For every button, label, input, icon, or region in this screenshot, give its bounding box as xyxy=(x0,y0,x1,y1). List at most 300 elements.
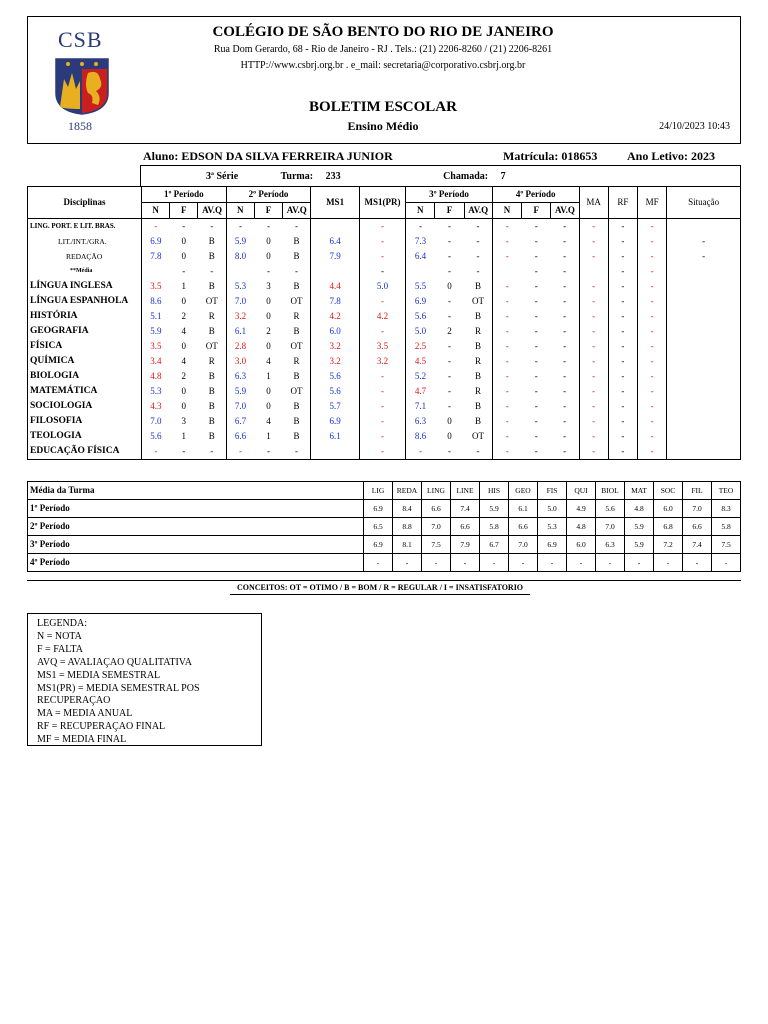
grade-row xyxy=(28,249,741,264)
grade-cell: - xyxy=(638,279,667,294)
grade-cell: - xyxy=(579,294,608,309)
grade-cell: - xyxy=(638,219,667,235)
subcol-p3-avq: AV.Q xyxy=(464,203,492,219)
avg-col-header: LIG xyxy=(364,482,393,500)
avg-cell: 8.3 xyxy=(712,500,741,518)
grade-cell: - xyxy=(359,369,405,384)
grade-row xyxy=(28,324,741,339)
grade-cell: OT xyxy=(290,341,303,351)
avg-cell: 4.9 xyxy=(567,500,596,518)
grade-cell: - xyxy=(563,281,567,291)
avg-cell: 6.6 xyxy=(422,500,451,518)
avg-row-label: 2º Período xyxy=(28,518,364,536)
grade-cell: - xyxy=(492,294,521,309)
grade-cell: 6.9 xyxy=(141,234,169,249)
grade-cell: - xyxy=(267,221,270,231)
subject-name: BIOLOGIA xyxy=(30,371,80,381)
col-period-1: 1º Período xyxy=(141,187,226,203)
legend-item: MS1 = MEDIA SEMESTRAL xyxy=(37,669,161,681)
grade-cell: 3 xyxy=(181,416,187,426)
avg-cell: 4.8 xyxy=(625,500,654,518)
grade-cell: 0 xyxy=(266,296,271,306)
school-address: Rua Dom Gerardo, 68 - Rio de Janeiro - RJ . Tels.: (21) 2206-8260 / (21) 2206-8261 xyxy=(213,44,553,55)
grade-cell: 6.3 xyxy=(226,369,254,384)
grade-row xyxy=(28,234,741,249)
divider xyxy=(27,580,741,581)
grade-cell: - xyxy=(638,384,667,399)
grade-cell: - xyxy=(563,386,567,396)
grade-cell: - xyxy=(447,221,451,231)
grade-cell: B xyxy=(208,251,215,261)
grade-cell: B xyxy=(208,326,215,336)
grade-cell: 7.1 xyxy=(406,399,435,414)
subject-name: **Média xyxy=(70,268,93,274)
grade-cell: 0 xyxy=(266,341,271,351)
grade-cell: - xyxy=(359,444,405,460)
avg-row xyxy=(28,554,741,572)
avg-cell: - xyxy=(480,554,509,572)
grade-cell: - xyxy=(563,431,567,441)
grade-cell: R xyxy=(474,386,481,396)
grade-cell: - xyxy=(534,221,538,231)
grade-cell: - xyxy=(563,266,567,276)
grade-cell: - xyxy=(579,279,608,294)
grade-cell: 5.9 xyxy=(226,384,254,399)
grades-table xyxy=(27,186,741,460)
grade-cell: - xyxy=(579,324,608,339)
grade-cell: 6.4 xyxy=(406,249,435,264)
grade-cell: - xyxy=(492,354,521,369)
grade-cell: - xyxy=(182,266,186,276)
grade-cell: B xyxy=(293,326,300,336)
grade-cell: - xyxy=(534,311,538,321)
grade-cell: 3.5 xyxy=(359,339,405,354)
avg-cell: 6.5 xyxy=(364,518,393,536)
grade-cell: 8.6 xyxy=(406,429,435,444)
grade-cell: - xyxy=(447,401,451,411)
grade-cell: - xyxy=(492,414,521,429)
grade-cell: - xyxy=(534,401,538,411)
grade-cell: B xyxy=(208,401,215,411)
col-ma: MA xyxy=(579,187,608,219)
grade-cell: - xyxy=(638,444,667,460)
grade-cell: - xyxy=(534,431,538,441)
legend-item: AVQ = AVALIAÇAO QUALITATIVA xyxy=(37,656,192,668)
grade-cell: 0 xyxy=(266,251,271,261)
grade-cell: 6.9 xyxy=(406,294,435,309)
grade-cell: 6.9 xyxy=(311,414,359,429)
grade-cell: - xyxy=(359,324,405,339)
grade-cell: B xyxy=(474,341,481,351)
avg-cell: 7.0 xyxy=(596,518,625,536)
grade-row xyxy=(28,279,741,294)
avg-cell: 8.1 xyxy=(393,536,422,554)
grade-cell: B xyxy=(293,281,300,291)
grade-cell: - xyxy=(579,444,608,460)
subject-name: FÍSICA xyxy=(30,341,63,351)
avg-col-header: HIS xyxy=(480,482,509,500)
grade-cell: - xyxy=(534,266,538,276)
grade-cell: - xyxy=(534,341,538,351)
grade-cell: - xyxy=(608,219,637,235)
subject-name: LIT./INT./GRA. xyxy=(58,237,107,246)
grade-cell: - xyxy=(492,324,521,339)
grade-cell: B xyxy=(208,236,215,246)
grade-cell: 4 xyxy=(266,356,271,366)
grade-cell: - xyxy=(522,444,551,460)
grade-cell: - xyxy=(563,251,567,261)
grade-cell: - xyxy=(534,416,538,426)
grade-cell: - xyxy=(608,399,637,414)
avg-cell: 6.9 xyxy=(364,500,393,518)
subject-name: MATEMÁTICA xyxy=(30,386,98,396)
school-year: 2023 xyxy=(691,149,715,163)
grade-cell: - xyxy=(492,444,521,460)
grade-cell: - xyxy=(267,266,270,276)
subcol-p3-n: N xyxy=(406,203,435,219)
grade-cell xyxy=(667,429,741,444)
grade-cell: - xyxy=(534,281,538,291)
grade-cell: - xyxy=(608,339,637,354)
avg-col-header: GEO xyxy=(509,482,538,500)
grade-cell: 3.4 xyxy=(141,354,169,369)
avg-cell: 7.4 xyxy=(683,536,712,554)
grade-cell: - xyxy=(638,429,667,444)
grade-cell: - xyxy=(579,369,608,384)
grade-cell: 5.6 xyxy=(311,369,359,384)
grade-cell: - xyxy=(579,249,608,264)
grade-cell: - xyxy=(534,296,538,306)
grade-cell: 7.8 xyxy=(141,249,169,264)
subject-name: HISTÓRIA xyxy=(30,311,78,321)
avg-cell: 6.6 xyxy=(683,518,712,536)
grade-cell: - xyxy=(283,444,311,460)
col-disciplinas: Disciplinas xyxy=(28,187,142,219)
subcol-p3-f: F xyxy=(435,203,464,219)
avg-cell: 7.4 xyxy=(451,500,480,518)
grade-cell: - xyxy=(476,221,480,231)
avg-col-header: FIS xyxy=(538,482,567,500)
avg-cell: 7.5 xyxy=(712,536,741,554)
avg-col-header: MAT xyxy=(625,482,654,500)
grade-cell: - xyxy=(563,416,567,426)
grade-cell: 3.2 xyxy=(359,354,405,369)
grade-cell: - xyxy=(563,356,567,366)
avg-row xyxy=(28,536,741,554)
avg-cell: 4.8 xyxy=(567,518,596,536)
grade-cell: - xyxy=(359,414,405,429)
col-rf: RF xyxy=(608,187,637,219)
class-number: 233 xyxy=(325,170,341,182)
avg-col-header: QUI xyxy=(567,482,596,500)
grade-cell: 0 xyxy=(447,431,452,441)
grade-cell: - xyxy=(492,384,521,399)
grade-cell: - xyxy=(563,401,567,411)
grade-cell: - xyxy=(359,219,405,235)
grade-cell: R xyxy=(474,356,481,366)
grade-cell: - xyxy=(210,266,214,276)
col-period-3: 3º Período xyxy=(406,187,493,203)
grade-cell: - xyxy=(579,399,608,414)
avg-cell: 6.7 xyxy=(480,536,509,554)
grade-cell: 7.0 xyxy=(226,294,254,309)
subcol-p1-n: N xyxy=(141,203,169,219)
grade-cell: 4 xyxy=(181,326,187,336)
grade-cell: 0 xyxy=(266,311,271,321)
avg-row-label: 1º Período xyxy=(28,500,364,518)
col-period-4: 4º Período xyxy=(492,187,579,203)
grade-cell: - xyxy=(563,236,567,246)
grade-cell: 5.3 xyxy=(141,384,169,399)
grade-cell xyxy=(667,399,741,414)
grade-cell: B xyxy=(208,281,215,291)
grade-cell: - xyxy=(182,221,186,231)
grade-cell: B xyxy=(208,416,215,426)
grade-cell: 7.8 xyxy=(311,294,359,309)
subcol-p4-f: F xyxy=(522,203,551,219)
grade-cell: - xyxy=(359,294,405,309)
subcol-p1-avq: AV.Q xyxy=(198,203,226,219)
grade-row xyxy=(28,429,741,444)
class-info-row xyxy=(141,166,741,187)
grade-cell: 3.5 xyxy=(141,339,169,354)
grade-cell: - xyxy=(294,221,298,231)
document-subtitle: Ensino Médio xyxy=(347,119,419,133)
grade-row xyxy=(28,309,741,324)
grade-cell: OT xyxy=(290,296,303,306)
grade-cell: B xyxy=(293,236,300,246)
grade-cell: 4.5 xyxy=(406,354,435,369)
grade-cell: 6.6 xyxy=(226,429,254,444)
grade-cell: 2.5 xyxy=(406,339,435,354)
grade-row xyxy=(28,384,741,399)
grade-cell: 0 xyxy=(266,401,271,411)
logo-text: CSB xyxy=(58,27,103,52)
grade-cell: 5.1 xyxy=(141,309,169,324)
grade-cell: 3.2 xyxy=(311,354,359,369)
grade-cell: 5.5 xyxy=(406,279,435,294)
grade-cell: - xyxy=(447,251,451,261)
grade-cell: - xyxy=(492,249,521,264)
grade-cell: - xyxy=(492,429,521,444)
grade-cell: 0 xyxy=(266,236,271,246)
grade-cell: - xyxy=(294,266,298,276)
col-period-2: 2º Período xyxy=(226,187,311,203)
subject-name: QUÍMICA xyxy=(30,356,75,366)
grade-cell: - xyxy=(608,444,637,460)
grade-cell: B xyxy=(474,416,481,426)
subcol-p4-avq: AV.Q xyxy=(551,203,579,219)
avg-cell: 6.9 xyxy=(538,536,567,554)
grade-cell: - xyxy=(534,386,538,396)
col-mf: MF xyxy=(638,187,667,219)
avg-cell: 7.2 xyxy=(654,536,683,554)
avg-cell: - xyxy=(422,554,451,572)
grade-cell: 5.6 xyxy=(141,429,169,444)
grade-cell xyxy=(667,294,741,309)
grade-cell: 4 xyxy=(181,356,187,366)
grade-cell: - xyxy=(406,444,435,460)
grade-cell xyxy=(667,309,741,324)
grade-cell: 4.2 xyxy=(311,309,359,324)
grade-cell: 7.0 xyxy=(226,399,254,414)
grade-cell: 4.7 xyxy=(406,384,435,399)
grade-cell: - xyxy=(667,234,741,249)
grade-cell: 1 xyxy=(266,371,271,381)
grade-cell: B xyxy=(474,401,481,411)
grade-cell: - xyxy=(638,324,667,339)
grade-cell: 5.3 xyxy=(226,279,254,294)
grade-cell: - xyxy=(534,236,538,246)
grade-cell: 7.3 xyxy=(406,234,435,249)
grade-cell: - xyxy=(254,444,282,460)
grade-cell: - xyxy=(638,369,667,384)
series: 3ª Série xyxy=(206,170,239,182)
grade-cell: B xyxy=(293,401,300,411)
grade-cell: B xyxy=(208,386,215,396)
grade-cell: - xyxy=(141,444,169,460)
call-number: 7 xyxy=(500,170,506,182)
avg-cell: 7.0 xyxy=(509,536,538,554)
grade-cell xyxy=(667,264,741,279)
legend-item: MA = MEDIA ANUAL xyxy=(37,708,133,720)
concepts-key: CONCEITOS: OT = OTIMO / B = BOM / R = REGULAR / I = INSATISFATORIO xyxy=(230,583,530,595)
grade-cell: 2 xyxy=(447,326,452,336)
grade-cell: R xyxy=(474,326,481,336)
grade-cell: - xyxy=(170,444,198,460)
avg-cell: 8.4 xyxy=(393,500,422,518)
grade-cell: - xyxy=(563,341,567,351)
avg-cell: - xyxy=(509,554,538,572)
avg-cell: 6.3 xyxy=(596,536,625,554)
grade-cell: - xyxy=(534,356,538,366)
grade-cell: - xyxy=(638,249,667,264)
grade-cell: 7.0 xyxy=(141,414,169,429)
grade-cell: - xyxy=(447,356,451,366)
grade-cell: 1 xyxy=(266,431,271,441)
school-year-line xyxy=(627,149,715,164)
grade-row xyxy=(28,354,741,369)
grade-cell: 0 xyxy=(447,416,452,426)
grade-cell: 0 xyxy=(181,386,187,396)
avg-col-header: FIL xyxy=(683,482,712,500)
grade-cell: - xyxy=(551,444,579,460)
avg-cell: 6.0 xyxy=(567,536,596,554)
grade-cell: 0 xyxy=(181,251,187,261)
grade-cell xyxy=(311,219,359,235)
subject-name: LING. PORT. E LIT. BRAS. xyxy=(30,222,116,230)
grade-cell: - xyxy=(492,234,521,249)
grade-cell: - xyxy=(447,341,451,351)
school-header xyxy=(27,16,741,144)
grade-cell: - xyxy=(359,399,405,414)
grade-cell: - xyxy=(476,266,480,276)
grade-cell: - xyxy=(492,399,521,414)
subcol-p4-n: N xyxy=(492,203,521,219)
grade-cell: - xyxy=(210,221,214,231)
grade-cell: - xyxy=(226,444,254,460)
avg-cell: 6.6 xyxy=(509,518,538,536)
avg-cell: 5.9 xyxy=(625,518,654,536)
avg-col-header: TEO xyxy=(712,482,741,500)
subject-name: REDAÇÃO xyxy=(66,252,103,261)
document-title: BOLETIM ESCOLAR xyxy=(309,99,457,115)
grade-row xyxy=(28,339,741,354)
grade-cell: - xyxy=(359,264,405,279)
school-shield-icon xyxy=(54,57,110,115)
school-year-label: Ano Letivo: xyxy=(627,149,688,163)
grade-cell: R xyxy=(293,356,300,366)
school-name: COLÉGIO DE SÃO BENTO DO RIO DE JANEIRO xyxy=(212,24,554,40)
avg-row-label: 3º Período xyxy=(28,536,364,554)
col-ms1pr: MS1(PR) xyxy=(359,187,405,219)
subcol-p2-n: N xyxy=(226,203,254,219)
avg-cell: - xyxy=(654,554,683,572)
grade-cell: - xyxy=(608,384,637,399)
grade-cell: 5.6 xyxy=(311,384,359,399)
subject-name: LÍNGUA ESPANHOLA xyxy=(30,296,129,306)
subject-name: LÍNGUA INGLESA xyxy=(30,281,113,291)
subcol-p1-f: F xyxy=(170,203,198,219)
avg-cell: 8.8 xyxy=(393,518,422,536)
grade-cell: 8.0 xyxy=(226,249,254,264)
avg-cell: 6.8 xyxy=(654,518,683,536)
grade-cell: - xyxy=(359,249,405,264)
avg-cell: 5.9 xyxy=(480,500,509,518)
grade-cell: - xyxy=(579,384,608,399)
grade-cell: 0 xyxy=(181,296,187,306)
grade-cell: - xyxy=(435,444,464,460)
legend-title: LEGENDA: xyxy=(37,618,87,629)
grade-cell: 5.9 xyxy=(226,234,254,249)
grade-cell: 2.8 xyxy=(226,339,254,354)
grade-cell: B xyxy=(293,431,300,441)
avg-cell: - xyxy=(393,554,422,572)
grade-cell xyxy=(579,264,608,279)
grade-cell: - xyxy=(638,399,667,414)
grade-cell: - xyxy=(608,354,637,369)
grade-cell: B xyxy=(293,251,300,261)
grade-cell: - xyxy=(476,236,480,246)
grade-cell: 5.0 xyxy=(359,279,405,294)
grade-cell: B xyxy=(208,371,215,381)
grade-cell: - xyxy=(579,429,608,444)
avg-cell: 6.9 xyxy=(364,536,393,554)
grade-cell: - xyxy=(579,339,608,354)
grade-cell: 6.1 xyxy=(226,324,254,339)
grade-cell: - xyxy=(492,369,521,384)
grade-cell: - xyxy=(406,219,435,235)
grade-cell: - xyxy=(563,371,567,381)
grade-cell xyxy=(667,369,741,384)
grade-cell: - xyxy=(492,309,521,324)
grade-cell: - xyxy=(608,309,637,324)
legend-item: RF = RECUPERAÇAO FINAL xyxy=(37,721,166,733)
avg-row xyxy=(28,518,741,536)
grade-cell: - xyxy=(492,219,521,235)
grade-cell xyxy=(667,384,741,399)
grade-row xyxy=(28,294,741,309)
grade-cell xyxy=(311,444,359,460)
grade-cell: - xyxy=(447,371,451,381)
avg-row xyxy=(28,500,741,518)
grade-cell: 6.4 xyxy=(311,234,359,249)
student-name-line xyxy=(143,149,393,164)
grade-cell: OT xyxy=(205,341,218,351)
avg-col-header: REDA xyxy=(393,482,422,500)
avg-col-header: LINE xyxy=(451,482,480,500)
grade-cell: - xyxy=(579,354,608,369)
